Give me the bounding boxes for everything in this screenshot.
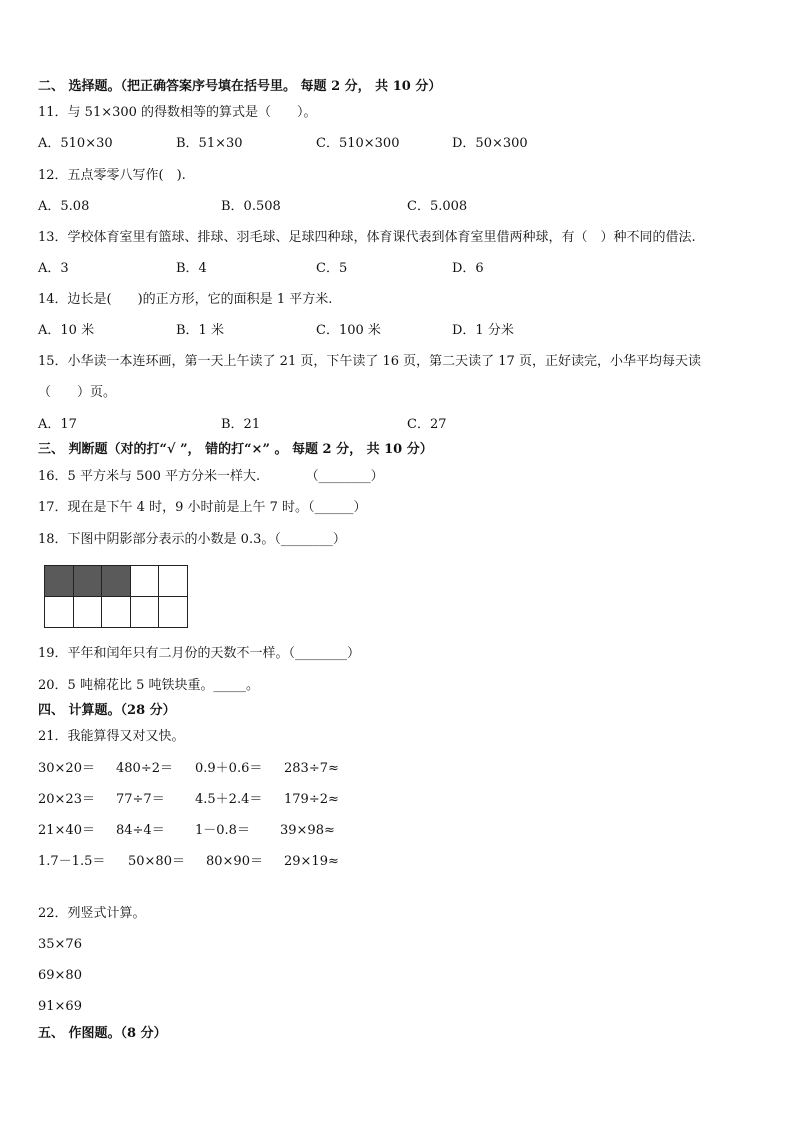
section-2-header: 二、 选择题。（把正确答案序号填在括号里。 每题 2 分， 共 10 分） (38, 79, 442, 94)
calc-expression: 39×98≈ (280, 823, 335, 838)
calc-expression: 480÷2＝ (116, 761, 173, 776)
q12-option-a: A．5.08 (38, 199, 90, 214)
grid-cell (102, 597, 131, 628)
calc-expression: 29×19≈ (284, 854, 339, 869)
grid-cell-shaded (74, 566, 103, 597)
question-20: 20．5 吨棉花比 5 吨铁块重。_____。 (38, 678, 259, 693)
q11-option-a: A．510×30 (38, 136, 113, 151)
calc-expression: 283÷7≈ (284, 761, 339, 776)
grid-cell-shaded (102, 566, 131, 597)
calc-expression: 20×23＝ (38, 792, 95, 807)
question-21-stem: 21．我能算得又对又快。 (38, 729, 185, 744)
section-3-header: 三、 判断题（对的打“√ ”， 错的打“×” 。 每题 2 分， 共 10 分） (38, 442, 433, 457)
vertical-calc-item: 35×76 (38, 937, 82, 952)
q11-option-d: D．50×300 (452, 136, 528, 151)
q15-option-b: B．21 (221, 417, 261, 432)
q13-option-a: A．3 (38, 261, 69, 276)
grid-cell (74, 597, 103, 628)
q12-option-b: B．0.508 (221, 199, 281, 214)
calc-expression: 0.9＋0.6＝ (195, 761, 263, 776)
calc-expression: 1.7－1.5＝ (38, 854, 106, 869)
vertical-calc-item: 69×80 (38, 968, 82, 983)
vertical-calc-item: 91×69 (38, 999, 82, 1014)
calc-expression: 21×40＝ (38, 823, 95, 838)
q11-option-b: B．51×30 (176, 136, 243, 151)
q14-option-d: D．1 分米 (452, 323, 514, 338)
question-18: 18．下图中阴影部分表示的小数是 0.3。（________） (38, 532, 346, 547)
q11-option-c: C．510×300 (316, 136, 400, 151)
q14-option-a: A．10 米 (38, 323, 95, 338)
q15-option-a: A．17 (38, 417, 77, 432)
question-15-stem-line1: 15．小华读一本连环画，第一天上午读了 21 页，下午读了 16 页，第二天读了 17 页，正好读完，小华平均每天读 (38, 354, 701, 369)
grid-cell (131, 566, 160, 597)
q13-option-d: D．6 (452, 261, 484, 276)
question-11-stem: 11．与 51×300 的得数相等的算式是（ ）。 (38, 105, 317, 120)
grid-cell (159, 566, 188, 597)
question-13-stem: 13．学校体育室里有篮球、排球、羽毛球、足球四种球，体育课代表到体育室里借两种球，有（ ）种不同的借法. (38, 230, 696, 245)
grid-cell (45, 597, 74, 628)
q12-option-c: C．5.008 (407, 199, 468, 214)
question-17: 17．现在是下午 4 时，9 小时前是上午 7 时。（______） (38, 500, 367, 515)
question-15-stem-line2: （ ）页。 (38, 385, 117, 400)
grid-cell-shaded (45, 566, 74, 597)
section-4-header: 四、 计算题。（28 分） (38, 703, 176, 718)
q14-option-c: C．100 米 (316, 323, 381, 338)
question-14-stem: 14．边长是( )的正方形，它的面积是 1 平方米. (38, 292, 333, 307)
q13-option-b: B．4 (176, 261, 207, 276)
calc-expression: 50×80＝ (128, 854, 185, 869)
question-12-stem: 12．五点零零八写作( ). (38, 168, 186, 183)
question-19: 19．平年和闰年只有二月份的天数不一样。（________） (38, 646, 361, 661)
calc-expression: 30×20＝ (38, 761, 95, 776)
calc-expression: 1－0.8＝ (195, 823, 250, 838)
calc-expression: 80×90＝ (206, 854, 263, 869)
question-16: 16．5 平方米与 500 平方分米一样大. （________） (38, 469, 384, 484)
question-22-stem: 22．列竖式计算。 (38, 906, 146, 921)
q14-option-b: B．1 米 (176, 323, 224, 338)
calc-expression: 4.5＋2.4＝ (195, 792, 263, 807)
shaded-decimal-grid (44, 565, 188, 628)
q13-option-c: C．5 (316, 261, 348, 276)
grid-cell (131, 597, 160, 628)
calc-expression: 77÷7＝ (116, 792, 165, 807)
calc-expression: 179÷2≈ (284, 792, 339, 807)
section-5-header: 五、 作图题。（8 分） (38, 1026, 167, 1041)
q15-option-c: C．27 (407, 417, 447, 432)
grid-cell (159, 597, 188, 628)
calc-expression: 84÷4＝ (116, 823, 165, 838)
